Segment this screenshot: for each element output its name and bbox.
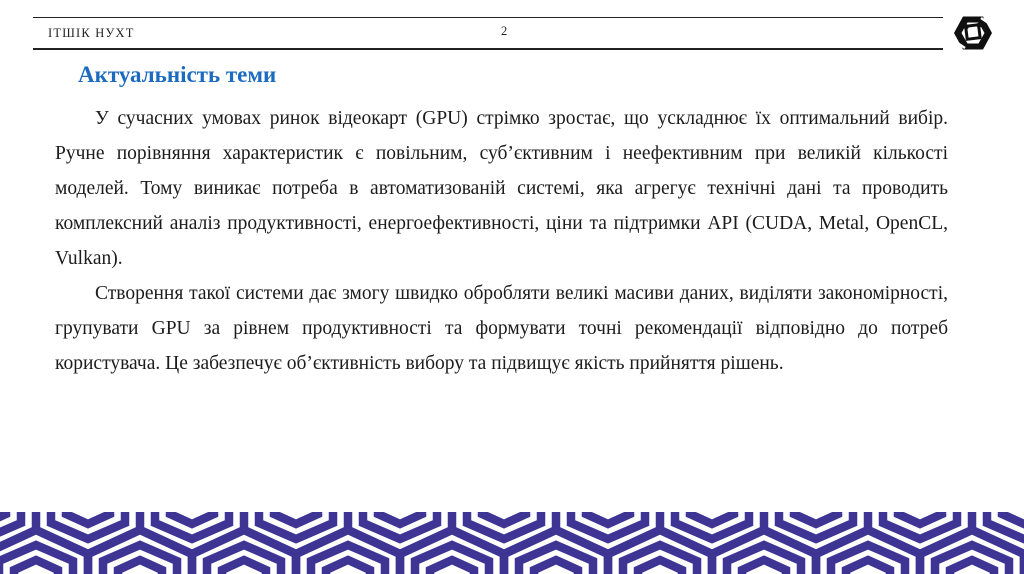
hexagon-pattern-footer xyxy=(0,512,1024,574)
slide-body xyxy=(55,101,948,381)
header-label: ІТШІК НУХТ xyxy=(48,25,135,40)
slide-title: Актуальність теми xyxy=(78,62,277,87)
page-number: 2 xyxy=(501,24,508,38)
paragraph-2: Створення такої системи дає змогу швидко обробляти великі масиви даних, виділяти закономірності, групувати GPU за рівнем продуктивності та формувати точні рекомендації відповідно до потреб користувача. Це забезпечує об’єктивність вибору та підвищує якість прийняття рішень. xyxy=(55,283,948,374)
hexagon-logo-icon xyxy=(952,13,994,53)
paragraph-1: У сучасних умовах ринок відеокарт (GPU) стрімко зростає, що ускладнює їх оптимальний вибір. Ручне порівняння характеристик є повільним, суб’єктивним і неефективним при великій кількості моделей. Тому виникає потреба в автоматизованій системі, яка агрегує технічні дані та проводить комплексний аналіз продуктивності, енергоефективності, ціни та підтримки API (CUDA, Metal, OpenCL, Vulkan). xyxy=(55,108,948,269)
slide-header xyxy=(33,17,943,50)
